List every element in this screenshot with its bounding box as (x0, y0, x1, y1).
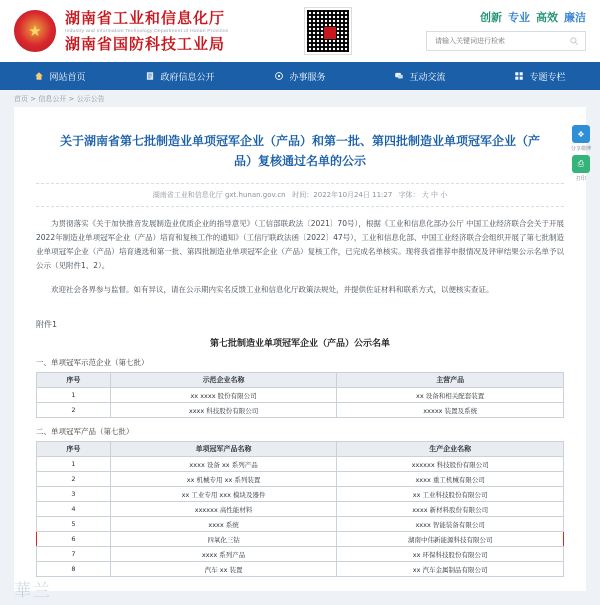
fontsize-large[interactable]: 大 (421, 191, 429, 199)
side-tools (570, 125, 592, 182)
article-paragraph-1: 为贯彻落实《关于加快推音发展制造业优质企业的指导意见》（工信部联政法〔2021〕70号），根据《工业和信息化部办公厅 中国工业经济联合会关于开展2022年制造业单项冠军企业（产品）培育和复核工作的通知》（工信厅联政法函〔2022〕47号），工业和信息化部、中国工业经济联合会组织开展了第七批制造业单项冠军企业（产品）培育遴选和第一批、第四批制造业单项冠军企业（产品）复核工作，已完成名单核实。现将我省推荐申报情况及评审结果公示名单予以公示（见附件1、2）。 (36, 219, 564, 270)
cell-no: 7 (37, 547, 111, 562)
nav-item-service-label: 办事服务 (289, 72, 326, 83)
search-icon[interactable] (569, 36, 579, 46)
cell-manufacturer: 湖南中伟新能源科技有限公司 (337, 532, 564, 547)
fontsize-medium[interactable]: 中 (431, 191, 439, 199)
attachment-label: 附件1 (36, 320, 58, 329)
org-name-primary: 湖南省工业和信息化厅 (65, 9, 226, 27)
cell-manufacturer: xxxx 新材料股份有限公司 (337, 502, 564, 517)
cell-enterprise: xx xxxx 股份有限公司 (110, 388, 337, 403)
cell-manufacturer: xx 汽车金属制品有限公司 (337, 562, 564, 577)
print-label: 打印 (575, 176, 586, 182)
slogan-word-3: 高效 (536, 11, 558, 24)
nav-item-gov-info[interactable] (120, 62, 240, 90)
cell-product-name: xxxx 系统 (110, 517, 337, 532)
print-icon[interactable]: ⎙ (572, 155, 590, 173)
nav-item-home[interactable] (0, 62, 120, 90)
site-title-block (65, 9, 228, 53)
article-source: 湖南省工业和信息化厅 (152, 191, 223, 199)
col-demo-enterprise: 示范企业名称 (110, 373, 337, 388)
site-header (0, 0, 600, 62)
nav-item-gov-info-label: 政府信息公开 (160, 72, 215, 83)
cell-no: 5 (37, 517, 111, 532)
cell-product-name: xxxxxx 高性能材料 (110, 502, 337, 517)
table-demo-enterprises (36, 372, 564, 418)
slogan-word-4: 廉洁 (564, 11, 586, 24)
main-nav (0, 62, 600, 90)
org-name-english: Industry and Information Technology Department of Hunan Province (65, 28, 229, 34)
section-2-title: 二、单项冠军产品（第七批） (36, 427, 134, 436)
col-manufacturer: 生产企业名称 (337, 442, 564, 457)
chat-icon (394, 71, 404, 81)
grid-icon (514, 71, 524, 81)
table-row (37, 388, 564, 403)
cell-no: 3 (37, 487, 111, 502)
col-main-product: 主营产品 (337, 373, 564, 388)
cell-no: 1 (37, 457, 111, 472)
service-icon (274, 71, 284, 81)
section-1-title: 一、单项冠军示范企业（第七批） (36, 358, 149, 367)
search-bar[interactable] (426, 31, 586, 51)
table-row (37, 547, 564, 562)
article-time: 时间：2022年10月24日 11:27 (292, 191, 393, 199)
cell-manufacturer: xxxx 重工机械有限公司 (337, 472, 564, 487)
col-no: 序号 (37, 442, 111, 457)
nav-item-topics[interactable] (480, 62, 600, 90)
cell-product-name: 四氧化三钴 (110, 532, 337, 547)
share-label: 分享微博 (570, 146, 591, 152)
table-row (37, 403, 564, 418)
cell-no: 2 (37, 472, 111, 487)
article-paragraph-2: 欢迎社会各界参与监督。如有异议，请在公示期内实名反馈工业和信息化厅政策法规处，并提供佐证材料和联系方式，以便核实查证。 (51, 285, 494, 294)
cell-no: 8 (37, 562, 111, 577)
nav-item-interaction[interactable] (360, 62, 480, 90)
table-row (37, 457, 564, 472)
fontsize-small[interactable]: 小 (440, 191, 448, 199)
nav-item-home-label: 网站首页 (49, 72, 86, 83)
slogan-word-2: 专业 (508, 11, 530, 24)
table-champion-products (36, 441, 564, 577)
article-meta (36, 183, 564, 207)
table-row-highlighted (37, 532, 564, 547)
breadcrumb[interactable]: 首页 > 信息公开 > 公示公告 (0, 90, 600, 107)
table-row (37, 517, 564, 532)
cell-no: 2 (37, 403, 111, 418)
cell-enterprise: xxxx 科技股份有限公司 (110, 403, 337, 418)
table-row (37, 562, 564, 577)
page-title: 关于湖南省第七批制造业单项冠军企业（产品）和第一批、第四批制造业单项冠军企业（产品）复核通过名单的公示 (59, 134, 540, 168)
table-row (37, 502, 564, 517)
cell-no: 1 (37, 388, 111, 403)
fontsize-label: 字体： (398, 191, 420, 199)
home-icon (34, 71, 44, 81)
nav-item-interaction-label: 互动交流 (409, 72, 446, 83)
col-no: 序号 (37, 373, 111, 388)
cell-manufacturer: xx 环保科技股份有限公司 (337, 547, 564, 562)
cell-product-name: xxxx 系列产品 (110, 547, 337, 562)
table-row (37, 487, 564, 502)
table-row (37, 472, 564, 487)
header-right-block (426, 9, 586, 51)
cell-product-name: xx 工业专用 xxx 模块及器件 (110, 487, 337, 502)
table-header-row (37, 373, 564, 388)
cell-product-name: 汽车 xx 装置 (110, 562, 337, 577)
search-input[interactable] (433, 36, 569, 46)
attachment-section (14, 307, 586, 591)
watermark: 華兰 (14, 581, 52, 601)
national-emblem-icon (14, 10, 56, 52)
cell-product: xxxxx 装置及系统 (337, 403, 564, 418)
org-name-secondary: 湖南省国防科技工业局 (65, 35, 226, 53)
article-source-site: gxt.hunan.gov.cn (224, 191, 286, 199)
article-card (14, 107, 591, 307)
attachment-title: 第七批制造业单项冠军企业（产品）公示名单 (209, 339, 390, 349)
slogan-word-1: 创新 (480, 11, 502, 24)
slogan-group (426, 9, 586, 25)
cell-no: 4 (37, 502, 111, 517)
table-header-row (37, 442, 564, 457)
document-icon (145, 71, 155, 81)
share-icon[interactable]: ❖ (572, 125, 590, 143)
nav-item-topics-label: 专题专栏 (529, 72, 566, 83)
col-product-name: 单项冠军产品名称 (110, 442, 337, 457)
cell-no: 6 (37, 532, 111, 547)
cell-manufacturer: xxxxxx 科技股份有限公司 (337, 457, 564, 472)
cell-manufacturer: xxxx 智能装备有限公司 (337, 517, 564, 532)
cell-manufacturer: xx 工业科技股份有限公司 (337, 487, 564, 502)
qr-code-icon[interactable] (305, 8, 351, 54)
cell-product: xx 设备和相关配套装置 (337, 388, 564, 403)
nav-item-service[interactable] (240, 62, 360, 90)
cell-product-name: xx 机械专用 xx 系列装置 (110, 472, 337, 487)
cell-product-name: xxxx 设备 xx 系列产品 (110, 457, 337, 472)
